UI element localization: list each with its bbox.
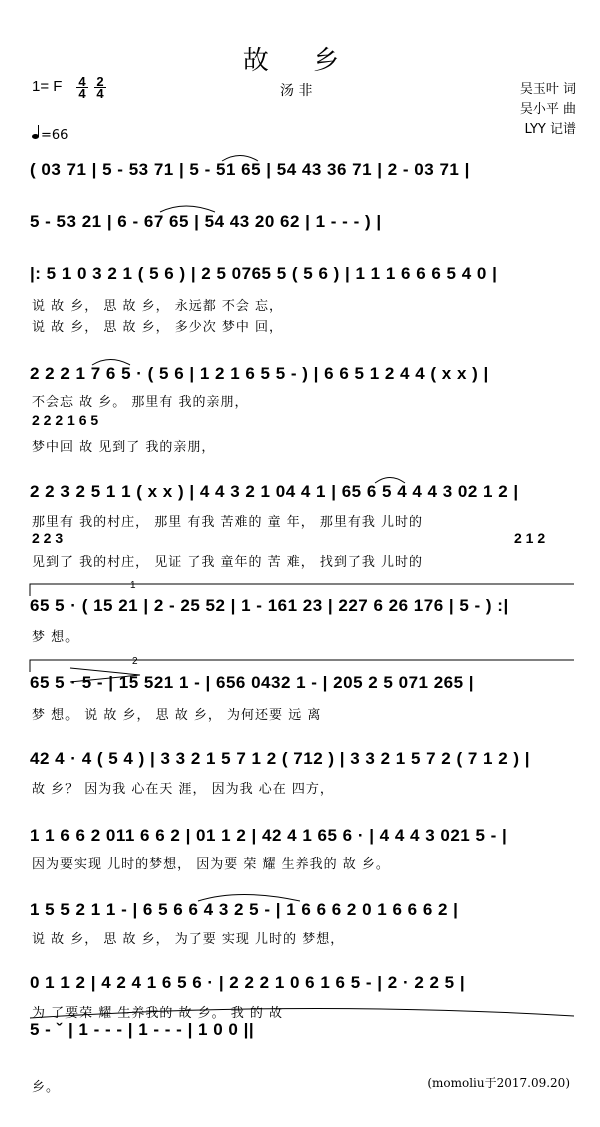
lyric-row-6: 梦 想。 <box>32 630 80 645</box>
time-signature-b: 2 4 <box>94 76 106 99</box>
notation-row-3: |: 5 1 0 3 2 1 ( 5 6 ) | 2 5 0765 5 ( 5 6 ) | 1 1 1 6 6 6 5 4 0 | <box>30 264 498 283</box>
slur <box>222 156 258 162</box>
lyric-row-11: 为 了要荣 耀 生养我的 故 乡。 我 的 故 <box>32 1006 284 1021</box>
time-signature-a: 4 4 <box>76 76 88 99</box>
lyric-row-4a: 不会忘 故 乡。 那里有 我的亲朋， <box>32 395 249 410</box>
slur <box>160 206 215 212</box>
slur <box>92 360 130 366</box>
key-signature: 1= F <box>32 78 63 95</box>
notation-row-4: 2 2 2 1 7 6 5 · ( 5 6 | 1 2 1 6 5 5 - ) | 6 6 5 1 2 4 4 ( x x ) | <box>30 364 489 383</box>
composer: 吴小平 曲 <box>519 102 576 117</box>
song-title: 故 乡 <box>242 46 358 76</box>
transcriber: LYY 记谱 <box>524 122 576 137</box>
slur <box>198 895 300 902</box>
notation-row-1: ( 03 71 | 5 - 53 71 | 5 - 51 65 | 54 43 36 71 | 2 - 03 71 | <box>30 160 470 179</box>
notation-row-8: 42 4 · 4 ( 5 4 ) | 3 3 2 1 5 7 1 2 ( 712 ) | 3 3 2 1 5 7 2 ( 7 1 2 ) | <box>30 749 531 768</box>
transcription-note: (momoliu于2017.09.20) <box>427 1076 570 1090</box>
lyric-row-12: 乡。 <box>32 1080 61 1095</box>
alt-notation-row-5-end: 2 1 2 <box>514 530 546 546</box>
lyric-row-9: 因为要实现 儿时的梦想， 因为要 荣 耀 生养我的 故 乡。 <box>32 857 390 872</box>
long-tie <box>30 1008 574 1018</box>
alt-notation-row-4: 2 2 2 1 6 5 <box>32 412 99 428</box>
crescendo-line <box>70 668 140 675</box>
notation-row-10: 1 5 5 2 1 1 - | 6 5 6 6 4 3 2 5 - | 1 6 6 6 2 0 1 6 6 6 2 | <box>30 900 459 919</box>
slur <box>375 478 405 484</box>
notation-row-6: 65 5 · ( 15 21 | 2 - 25 52 | 1 - 161 23 | 227 6 26 176 | 5 - ) :| <box>30 596 509 615</box>
notation-row-9: 1 1 6 6 2 011 6 6 2 | 01 1 2 | 42 4 1 65 6 · | 4 4 4 3 021 5 - | <box>30 826 508 845</box>
volta-label-1: 1 <box>130 580 136 591</box>
lyric-row-5a: 那里有 我的村庄， 那里 有我 苦难的 童 年， 那里有我 儿时的 <box>32 515 424 530</box>
volta-label-2: 2 <box>132 656 138 667</box>
notation-row-11: 0 1 1 2 | 4 2 4 1 6 5 6 · | 2 2 2 1 0 6 1 6 5 - | 2 · 2 2 5 | <box>30 973 466 992</box>
lyric-row-4b: 梦中回 故 见到了 我的亲朋， <box>32 440 216 455</box>
lyric-row-3a: 说 故 乡， 思 故 乡， 永远都 不会 忘， <box>32 299 284 314</box>
lyric-row-10: 说 故 乡， 思 故 乡， 为了要 实现 儿时的 梦想， <box>32 932 345 947</box>
lyric-row-8: 故 乡？ 因为我 心在天 涯， 因为我 心在 四方， <box>32 782 334 797</box>
lyric-row-5b: 见到了 我的村庄， 见证 了我 童年的 苦 难， 找到了我 儿时的 <box>32 555 424 570</box>
notation-row-7: 65 5 · 5 - | 15 521 1 - | 656 0432 1 - | 205 2 5 071 265 | <box>30 673 475 692</box>
crescendo-line <box>70 675 140 682</box>
singer: 汤 非 <box>280 83 313 99</box>
lyricist: 吴玉叶 词 <box>519 82 576 97</box>
lyric-row-3b: 说 故 乡， 思 故 乡， 多少次 梦中 回， <box>32 320 284 335</box>
notation-row-2: 5 - 53 21 | 6 - 67 65 | 54 43 20 62 | 1 - - - ) | <box>30 212 382 231</box>
volta-bracket-1 <box>30 584 574 596</box>
notation-row-5: 2 2 3 2 5 1 1 ( x x ) | 4 4 3 2 1 04 4 1 | 65 6 5 4 4 4 3 02 1 2 | <box>30 482 519 501</box>
notation-row-12: 5 - ˇ | 1 - - - | 1 - - - | 1 0 0 || <box>30 1020 255 1039</box>
volta-bracket-2 <box>30 660 574 672</box>
lyric-row-7: 梦 想。 说 故 乡， 思 故 乡， 为何还要 远 离 <box>32 708 322 723</box>
alt-notation-row-5: 2 2 3 <box>32 530 64 546</box>
tempo-marking: =66 <box>32 128 68 143</box>
